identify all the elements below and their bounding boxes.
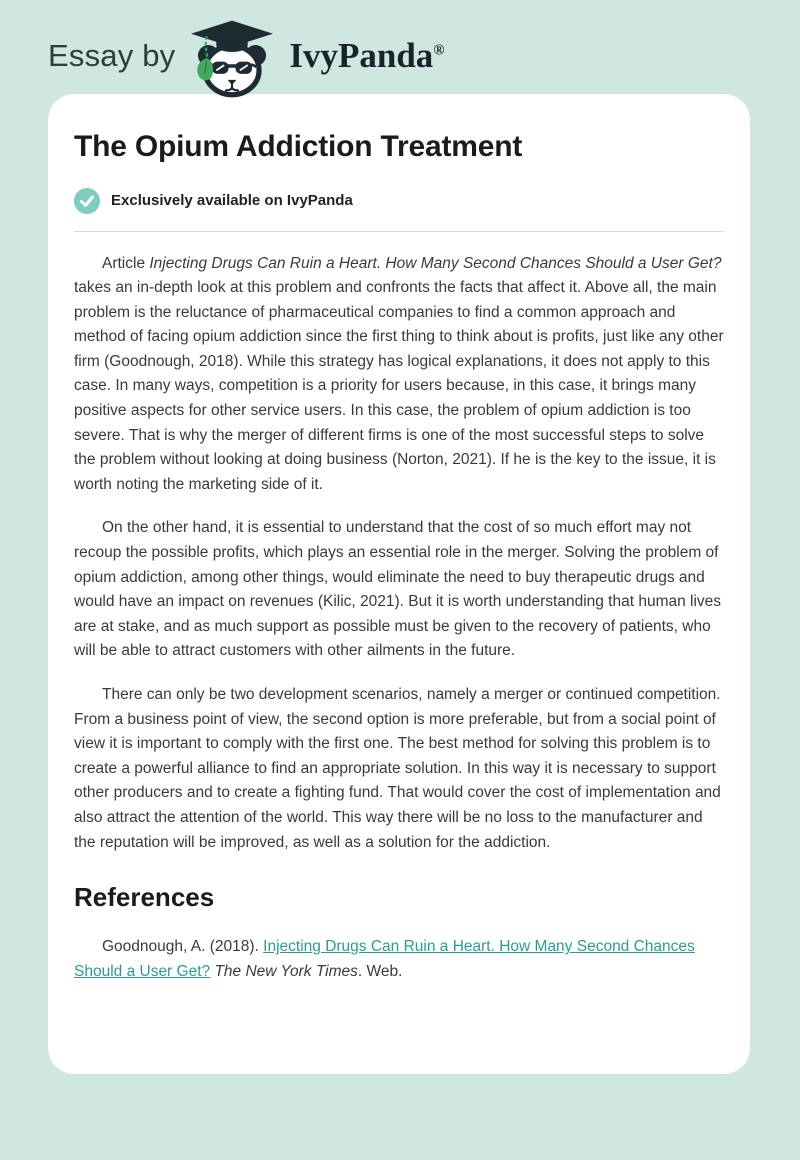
paragraph-3: There can only be two development scenarios, namely a merger or continued competition. From a business point of view, the second option is more preferable, but from a social point of view it is important to comply with the first one. The best method for solving this problem is to create a powerful alliance to find an appropriate solution. In this way it is necessary to support other producers and to create a fighting fund. That would cover the cost of implementation and also attract the attention of the world. This way there will be no loss to the manufacturer and the reputation will be improved, as well as a solution for the addiction. xyxy=(74,686,721,851)
reference-entry xyxy=(74,935,724,984)
site-header xyxy=(0,0,800,75)
essay-card xyxy=(48,94,750,1074)
article-title-italic: Injecting Drugs Can Ruin a Heart. How Many Second Chances Should a User Get? xyxy=(149,254,722,272)
availability-badge xyxy=(74,188,724,214)
paragraph-1-rest: takes an in-depth look at this problem and confronts the facts that affect it. Above all, the main problem is the reluctance of pharmaceutical companies to find a common approach and method of facing opium addiction since the first thing to think about is profits, just like any other firm (Goodnough, 2018). While this strategy has logical explanations, it does not apply to this case. In many ways, competition is a priority for users because, in this case, it brings many positive aspects for other service users. In this case, the problem of opium addiction is too severe. That is why the merger of different firms is one of the most successful steps to solve the problem without looking at doing business (Norton, 2021). If he is the key to the issue, it is worth noting the marketing side of it. xyxy=(74,279,724,493)
brand-name xyxy=(289,36,444,76)
paragraph-1-prefix: Article xyxy=(102,254,150,272)
panda-graduate-icon xyxy=(188,18,276,100)
header-prefix: Essay by xyxy=(48,38,176,73)
references-heading: References xyxy=(74,882,215,913)
registered-mark: ® xyxy=(433,42,445,59)
paragraph-1 xyxy=(74,252,724,498)
reference-link[interactable]: Injecting Drugs Can Ruin a Heart. How Many Second Chances Should a User Get? xyxy=(74,938,695,980)
essay-title: The Opium Addiction Treatment xyxy=(74,130,523,163)
paragraph-2: On the other hand, it is essential to understand that the cost of so much effort may not recoup the possible profits, which plays an essential role in the merger. Solving the problem of opium addiction, among other things, would eliminate the need to buy therapeutic drugs and would have an impact on revenues (Kilic, 2021). But it is worth understanding that human lives are at stake, and as much support as possible must be given to the recovery of patients, who will be able to attract customers with other ailments in the future. xyxy=(74,519,722,660)
reference-suffix: . Web. xyxy=(357,962,403,980)
check-icon xyxy=(74,188,100,214)
ivypanda-logo xyxy=(185,17,279,101)
divider xyxy=(74,231,724,232)
reference-source: The New York Times xyxy=(210,962,358,980)
reference-authors: Goodnough, A. (2018). xyxy=(102,938,264,956)
badge-label: Exclusively available on IvyPanda xyxy=(111,192,353,209)
brand-text: IvyPanda xyxy=(289,36,434,75)
